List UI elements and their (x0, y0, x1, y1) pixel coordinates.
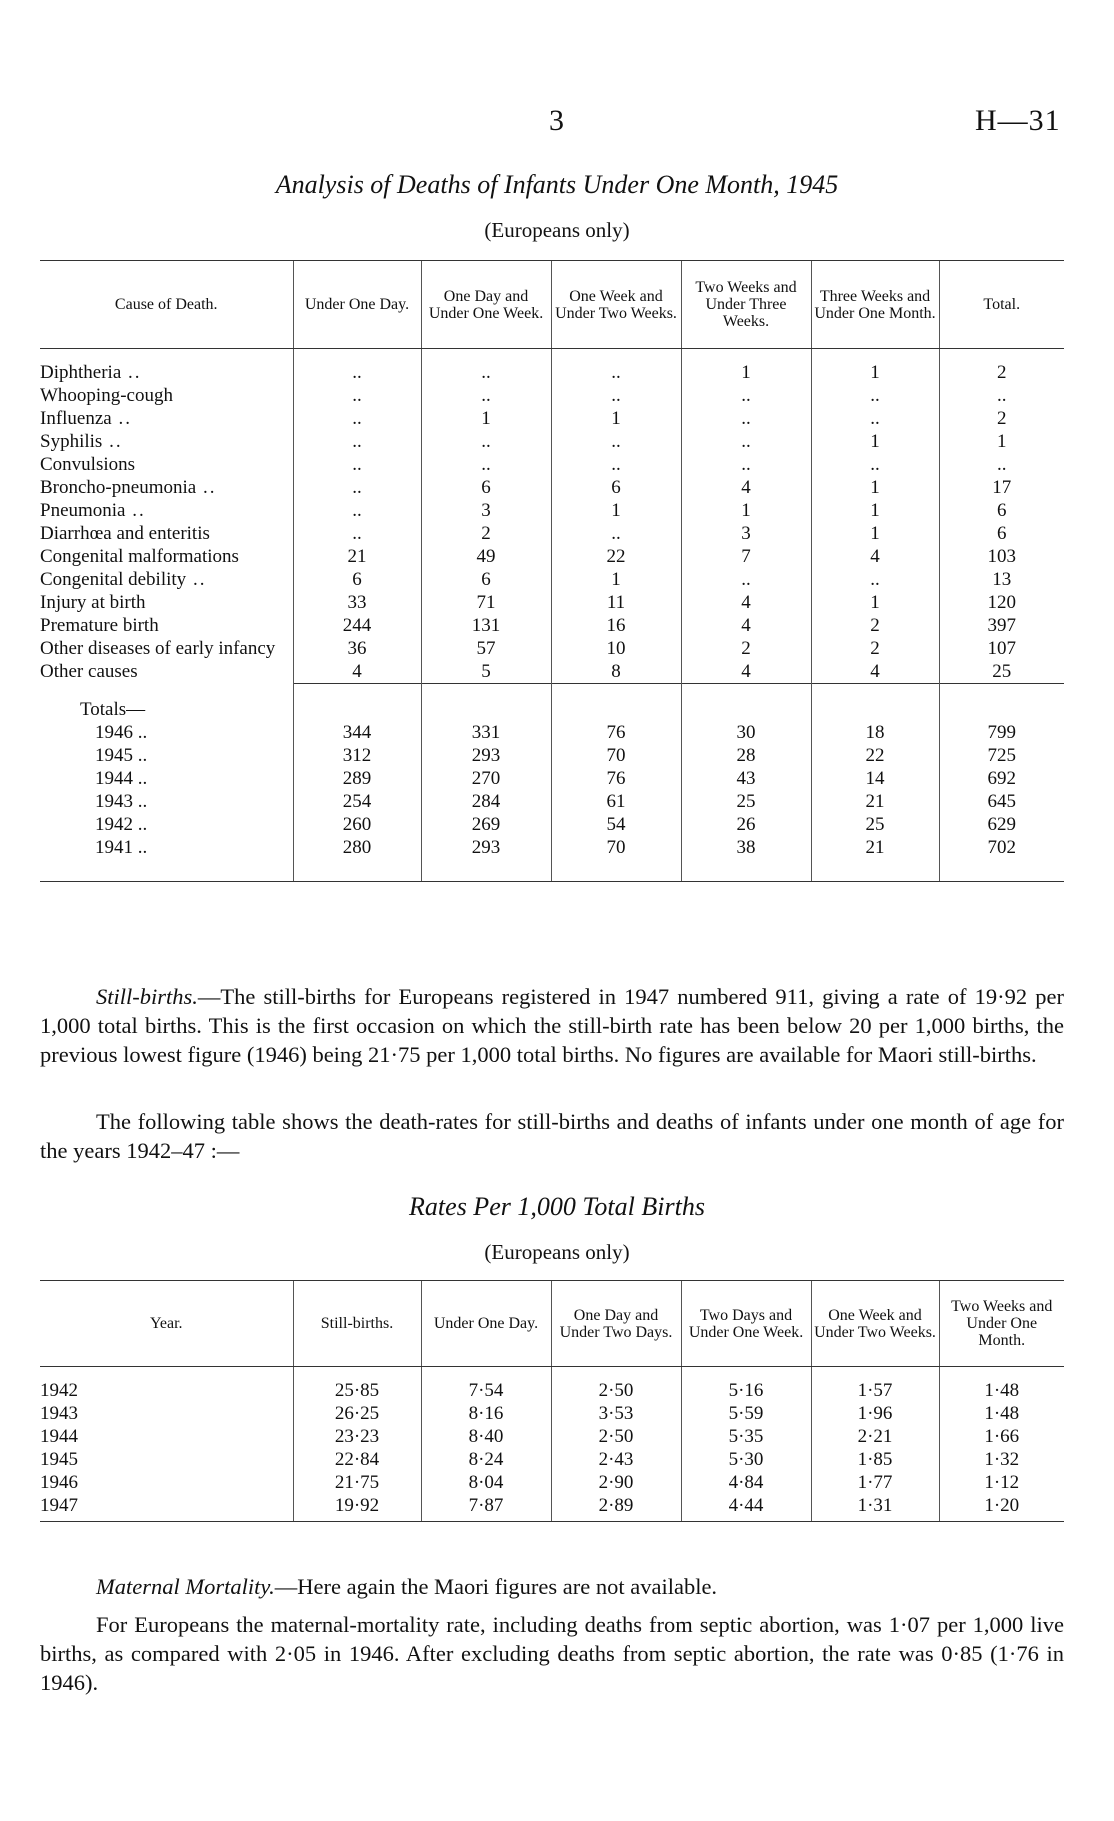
table-cell: 2 (681, 637, 811, 660)
table-row (40, 568, 1064, 591)
table-cell: 57 (421, 637, 551, 660)
table-cell: 8·40 (421, 1425, 551, 1448)
table-cell: .. (681, 453, 811, 476)
table-cell: 7·54 (421, 1379, 551, 1402)
table-cell: 23·23 (293, 1425, 421, 1448)
table-cell: .. (681, 384, 811, 407)
year-cell: 1945 .. (95, 744, 148, 766)
table-cell: 1·20 (939, 1494, 1064, 1517)
table-cell: 284 (421, 790, 551, 813)
table-cell: 629 (939, 813, 1064, 836)
table-cell: 4 (811, 545, 939, 568)
cause-label: Broncho-pneumonia (40, 477, 197, 498)
table-cell: 7·87 (421, 1494, 551, 1517)
year-cell: 1942 (40, 1380, 78, 1401)
table-cell: 2·90 (551, 1471, 681, 1494)
table-cell: 21 (811, 836, 939, 859)
table-cell: 25·85 (293, 1379, 421, 1402)
cause-cell (40, 522, 293, 545)
cause-cell (40, 407, 293, 430)
table-cell: 17 (939, 476, 1064, 499)
maternal-paragraph-1 (40, 1572, 1064, 1601)
table-cell: 1·48 (939, 1379, 1064, 1402)
table-cell: 1 (681, 499, 811, 522)
table-cell: 1 (811, 591, 939, 614)
table-row (40, 1471, 1064, 1494)
table-row (40, 476, 1064, 499)
table-cell: 6 (939, 499, 1064, 522)
table-cell: 25 (681, 790, 811, 813)
leader-dots: .. (125, 500, 146, 521)
table-row (40, 1448, 1064, 1471)
table-row (40, 407, 1064, 430)
table-cell: 5·30 (681, 1448, 811, 1471)
table-cell: 71 (421, 591, 551, 614)
stillbirths-paragraph (40, 982, 1064, 1069)
table-cell: 6 (551, 476, 681, 499)
table1-title: Analysis of Deaths of Infants Under One Month, 1945 (275, 170, 839, 199)
maternal-text: —Here again the Maori figures are not available. (274, 1574, 718, 1599)
table-cell: 799 (939, 721, 1064, 744)
col-header: One Week and Under Two Weeks. (551, 261, 681, 349)
col-header: Under One Day. (293, 261, 421, 349)
table-cell: .. (421, 384, 551, 407)
rates-table (40, 1280, 1064, 1522)
table-cell: .. (681, 407, 811, 430)
cause-cell (40, 430, 293, 453)
table-cell: 4·84 (681, 1471, 811, 1494)
table-cell: 6 (421, 568, 551, 591)
table-cell: 4 (681, 660, 811, 684)
table-row (40, 1425, 1064, 1448)
table-cell: 1·31 (811, 1494, 939, 1517)
table-cell: 1·48 (939, 1402, 1064, 1425)
cause-cell (40, 637, 293, 660)
table-cell: 6 (421, 476, 551, 499)
table-row (40, 637, 1064, 660)
table-cell: 645 (939, 790, 1064, 813)
table-cell: 25 (939, 660, 1064, 684)
col-header: One Day and Under One Week. (421, 261, 551, 349)
table-cell: 2 (939, 407, 1064, 430)
table1-subtitle: (Europeans only) (484, 218, 630, 242)
table-cell: 131 (421, 614, 551, 637)
cause-label: Congenital malformations (40, 546, 239, 567)
table-cell: 70 (551, 744, 681, 767)
cause-label: Premature birth (40, 615, 159, 636)
table-cell: 21 (293, 545, 421, 568)
cause-cell (40, 591, 293, 614)
year-cell: 1946 (40, 1472, 78, 1493)
infant-deaths-table (40, 260, 1064, 882)
table-cell: 1·12 (939, 1471, 1064, 1494)
table-cell: 6 (939, 522, 1064, 545)
table-cell: 76 (551, 767, 681, 790)
table-cell: 5 (421, 660, 551, 684)
table-row (40, 1379, 1064, 1402)
table-cell: .. (811, 453, 939, 476)
table-cell: 1 (939, 430, 1064, 453)
totals-row (40, 813, 1064, 836)
table-cell: 8·16 (421, 1402, 551, 1425)
table-cell: .. (551, 361, 681, 384)
table2-title: Rates Per 1,000 Total Births (409, 1192, 705, 1221)
maternal-paragraph-2: For Europeans the maternal-mortality rate, including deaths from septic abortion, was 1·07 per 1,000 live births, as compared with 2·05 in 1946. After excluding deaths from septic abortion, the rate was 0·85 (1·76 in 1946). (40, 1612, 1064, 1695)
table-cell: 28 (681, 744, 811, 767)
page-number: 3 (549, 104, 564, 137)
table-cell: 270 (421, 767, 551, 790)
table-cell: 22·84 (293, 1448, 421, 1471)
table-cell: 1·96 (811, 1402, 939, 1425)
table-cell: 1 (681, 361, 811, 384)
table-row (40, 384, 1064, 407)
table-cell: .. (551, 522, 681, 545)
table-cell: 2 (811, 614, 939, 637)
cause-label: Syphilis (40, 431, 103, 452)
table-cell: 43 (681, 767, 811, 790)
table-cell: 16 (551, 614, 681, 637)
table-row (40, 522, 1064, 545)
cause-cell (40, 476, 293, 499)
table-cell: 3 (421, 499, 551, 522)
table-cell: 1 (811, 430, 939, 453)
col-header-cause: Cause of Death. (40, 261, 293, 349)
table-cell: 1 (811, 476, 939, 499)
table-cell: 70 (551, 836, 681, 859)
leader-dots: .. (196, 477, 217, 498)
leader-dots: .. (121, 362, 142, 383)
table-row (40, 361, 1064, 384)
table-cell: 54 (551, 813, 681, 836)
year-cell: 1944 (40, 1426, 78, 1447)
table-cell: .. (551, 453, 681, 476)
table-cell: 1 (421, 407, 551, 430)
table-cell: 692 (939, 767, 1064, 790)
cause-label: Influenza (40, 408, 112, 429)
table-cell: .. (811, 407, 939, 430)
table-cell: 2·50 (551, 1425, 681, 1448)
table-cell: 1·85 (811, 1448, 939, 1471)
table-cell: 103 (939, 545, 1064, 568)
cause-cell (40, 499, 293, 522)
table-cell: 19·92 (293, 1494, 421, 1517)
table-cell: 26·25 (293, 1402, 421, 1425)
table-cell: 107 (939, 637, 1064, 660)
col-header: Three Weeks and Under One Month. (811, 261, 939, 349)
cause-cell (40, 568, 293, 591)
page-reference: H—31 (975, 104, 1061, 137)
table-cell: 702 (939, 836, 1064, 859)
following-paragraph: The following table shows the death-rates for still-births and deaths of infants under one month of age for the years 1942–47 :— (40, 1109, 1064, 1163)
table2-subtitle: (Europeans only) (484, 1240, 630, 1264)
table-cell: 4 (681, 476, 811, 499)
table-cell: 4 (681, 614, 811, 637)
table-cell: 26 (681, 813, 811, 836)
table-cell: 22 (551, 545, 681, 568)
table-cell: 21 (811, 790, 939, 813)
table-cell: 1 (551, 568, 681, 591)
table-cell: 11 (551, 591, 681, 614)
table-cell: 2 (421, 522, 551, 545)
table-cell: .. (293, 522, 421, 545)
cause-label: Whooping-cough (40, 385, 173, 406)
table-cell: 254 (293, 790, 421, 813)
table-cell: 244 (293, 614, 421, 637)
table-cell: 312 (293, 744, 421, 767)
table-cell: .. (293, 499, 421, 522)
year-cell: 1947 (40, 1495, 78, 1516)
table-cell: 33 (293, 591, 421, 614)
table-cell: .. (811, 384, 939, 407)
cause-label: Convulsions (40, 454, 136, 475)
table-cell: 293 (421, 744, 551, 767)
col-header: Under One Day. (421, 1281, 551, 1367)
table-cell: 1 (811, 522, 939, 545)
table-cell: 2 (811, 637, 939, 660)
table-cell: .. (293, 384, 421, 407)
table-cell: .. (293, 476, 421, 499)
table-cell: 22 (811, 744, 939, 767)
table-row (40, 614, 1064, 637)
table-cell: 1 (811, 361, 939, 384)
col-header-year: Year. (40, 1281, 293, 1367)
table-cell: .. (293, 453, 421, 476)
year-cell: 1941 .. (95, 836, 148, 858)
cause-label: Injury at birth (40, 592, 146, 613)
cause-label: Pneumonia (40, 500, 126, 521)
table-cell: 260 (293, 813, 421, 836)
totals-label: Totals— (80, 698, 146, 720)
table-cell: .. (293, 407, 421, 430)
table-cell: 3·53 (551, 1402, 681, 1425)
table-row (40, 660, 1064, 684)
table-cell: 1 (811, 499, 939, 522)
table-cell: 1·57 (811, 1379, 939, 1402)
maternal-lead: Maternal Mortality. (96, 1574, 275, 1599)
stillbirths-lead: Still-births. (96, 984, 198, 1009)
year-cell: 1942 .. (95, 813, 148, 835)
year-cell: 1943 (40, 1403, 78, 1424)
table-cell: 4 (811, 660, 939, 684)
stillbirths-text: —The still-births for Europeans registered in 1947 numbered 911, giving a rate of 19·92 per 1,000 total births. This is the first occasion on which the still-birth rate has been below 20 per 1,000 births, the previous lowest figure (1946) being 21·75 per 1,000 total births. No figures are available for Maori still-births. (40, 984, 1064, 1067)
totals-row (40, 744, 1064, 767)
table-cell: .. (551, 384, 681, 407)
table-cell: 1 (551, 499, 681, 522)
cause-cell (40, 614, 293, 637)
table-cell: 397 (939, 614, 1064, 637)
table-cell: 331 (421, 721, 551, 744)
table-cell: 269 (421, 813, 551, 836)
col-header: Two Days and Under One Week. (681, 1281, 811, 1367)
table-cell: 3 (681, 522, 811, 545)
table-cell: 18 (811, 721, 939, 744)
table-cell: 10 (551, 637, 681, 660)
table-cell: .. (421, 361, 551, 384)
table-cell: .. (939, 453, 1064, 476)
col-header: Two Weeks and Under One Month. (939, 1281, 1064, 1367)
totals-row (40, 721, 1064, 744)
cause-label: Other causes (40, 661, 138, 682)
cause-label: Diarrhœa and enteritis (40, 523, 210, 544)
table-row (40, 591, 1064, 614)
table-cell: 2·50 (551, 1379, 681, 1402)
table-cell: 76 (551, 721, 681, 744)
table-cell: .. (421, 453, 551, 476)
table-cell: .. (811, 568, 939, 591)
cause-label: Congenital debility (40, 569, 187, 590)
table-cell: 30 (681, 721, 811, 744)
table-cell: 14 (811, 767, 939, 790)
table-cell: 8·04 (421, 1471, 551, 1494)
table-cell: 120 (939, 591, 1064, 614)
table-cell: 2·89 (551, 1494, 681, 1517)
table-row (40, 1402, 1064, 1425)
cause-cell (40, 545, 293, 568)
totals-row (40, 790, 1064, 813)
col-header: Two Weeks and Under Three Weeks. (681, 261, 811, 349)
cause-label: Diphtheria (40, 362, 122, 383)
table-cell: 8·24 (421, 1448, 551, 1471)
table-cell: 344 (293, 721, 421, 744)
totals-row (40, 836, 1064, 859)
table-row (40, 430, 1064, 453)
table-cell: 5·35 (681, 1425, 811, 1448)
table-cell: .. (681, 430, 811, 453)
col-header: Still-births. (293, 1281, 421, 1367)
table-cell: 21·75 (293, 1471, 421, 1494)
table-cell: 38 (681, 836, 811, 859)
table-cell: .. (681, 568, 811, 591)
table-cell: 49 (421, 545, 551, 568)
totals-row (40, 767, 1064, 790)
table-cell: .. (293, 361, 421, 384)
table-cell: 13 (939, 568, 1064, 591)
table-cell: 2·21 (811, 1425, 939, 1448)
table-row (40, 545, 1064, 568)
table-cell: .. (293, 430, 421, 453)
table-cell: 36 (293, 637, 421, 660)
table-cell: 4 (681, 591, 811, 614)
table-cell: 5·59 (681, 1402, 811, 1425)
table-cell: 8 (551, 660, 681, 684)
table-cell: 293 (421, 836, 551, 859)
cause-label: Other diseases of early infancy (40, 638, 276, 659)
col-header: One Week and Under Two Weeks. (811, 1281, 939, 1367)
table-cell: .. (421, 430, 551, 453)
cause-cell (40, 361, 293, 384)
table-row (40, 1494, 1064, 1517)
cause-cell (40, 453, 293, 476)
leader-dots: .. (111, 408, 132, 429)
table-cell: 289 (293, 767, 421, 790)
table-cell: .. (551, 430, 681, 453)
table-cell: 7 (681, 545, 811, 568)
col-header: Total. (939, 261, 1064, 349)
year-cell: 1943 .. (95, 790, 148, 812)
table-row (40, 499, 1064, 522)
table-cell: 2·43 (551, 1448, 681, 1471)
col-header: One Day and Under Two Days. (551, 1281, 681, 1367)
table-cell: 280 (293, 836, 421, 859)
table-cell: 5·16 (681, 1379, 811, 1402)
leader-dots: .. (102, 431, 123, 452)
table-cell: 25 (811, 813, 939, 836)
table-cell: 1 (551, 407, 681, 430)
cause-cell (40, 660, 293, 684)
totals-heading-row (40, 684, 1064, 721)
table-cell: 1·32 (939, 1448, 1064, 1471)
leader-dots: .. (186, 569, 207, 590)
table-cell: 4 (293, 660, 421, 684)
cause-cell (40, 384, 293, 407)
table-cell: .. (939, 384, 1064, 407)
table-row (40, 453, 1064, 476)
year-cell: 1946 .. (95, 721, 148, 743)
table-cell: 4·44 (681, 1494, 811, 1517)
year-cell: 1945 (40, 1449, 78, 1470)
table-cell: 1·66 (939, 1425, 1064, 1448)
year-cell: 1944 .. (95, 767, 148, 789)
table-cell: 1·77 (811, 1471, 939, 1494)
table-cell: 6 (293, 568, 421, 591)
table-cell: 61 (551, 790, 681, 813)
table-cell: 725 (939, 744, 1064, 767)
table-cell: 2 (939, 361, 1064, 384)
